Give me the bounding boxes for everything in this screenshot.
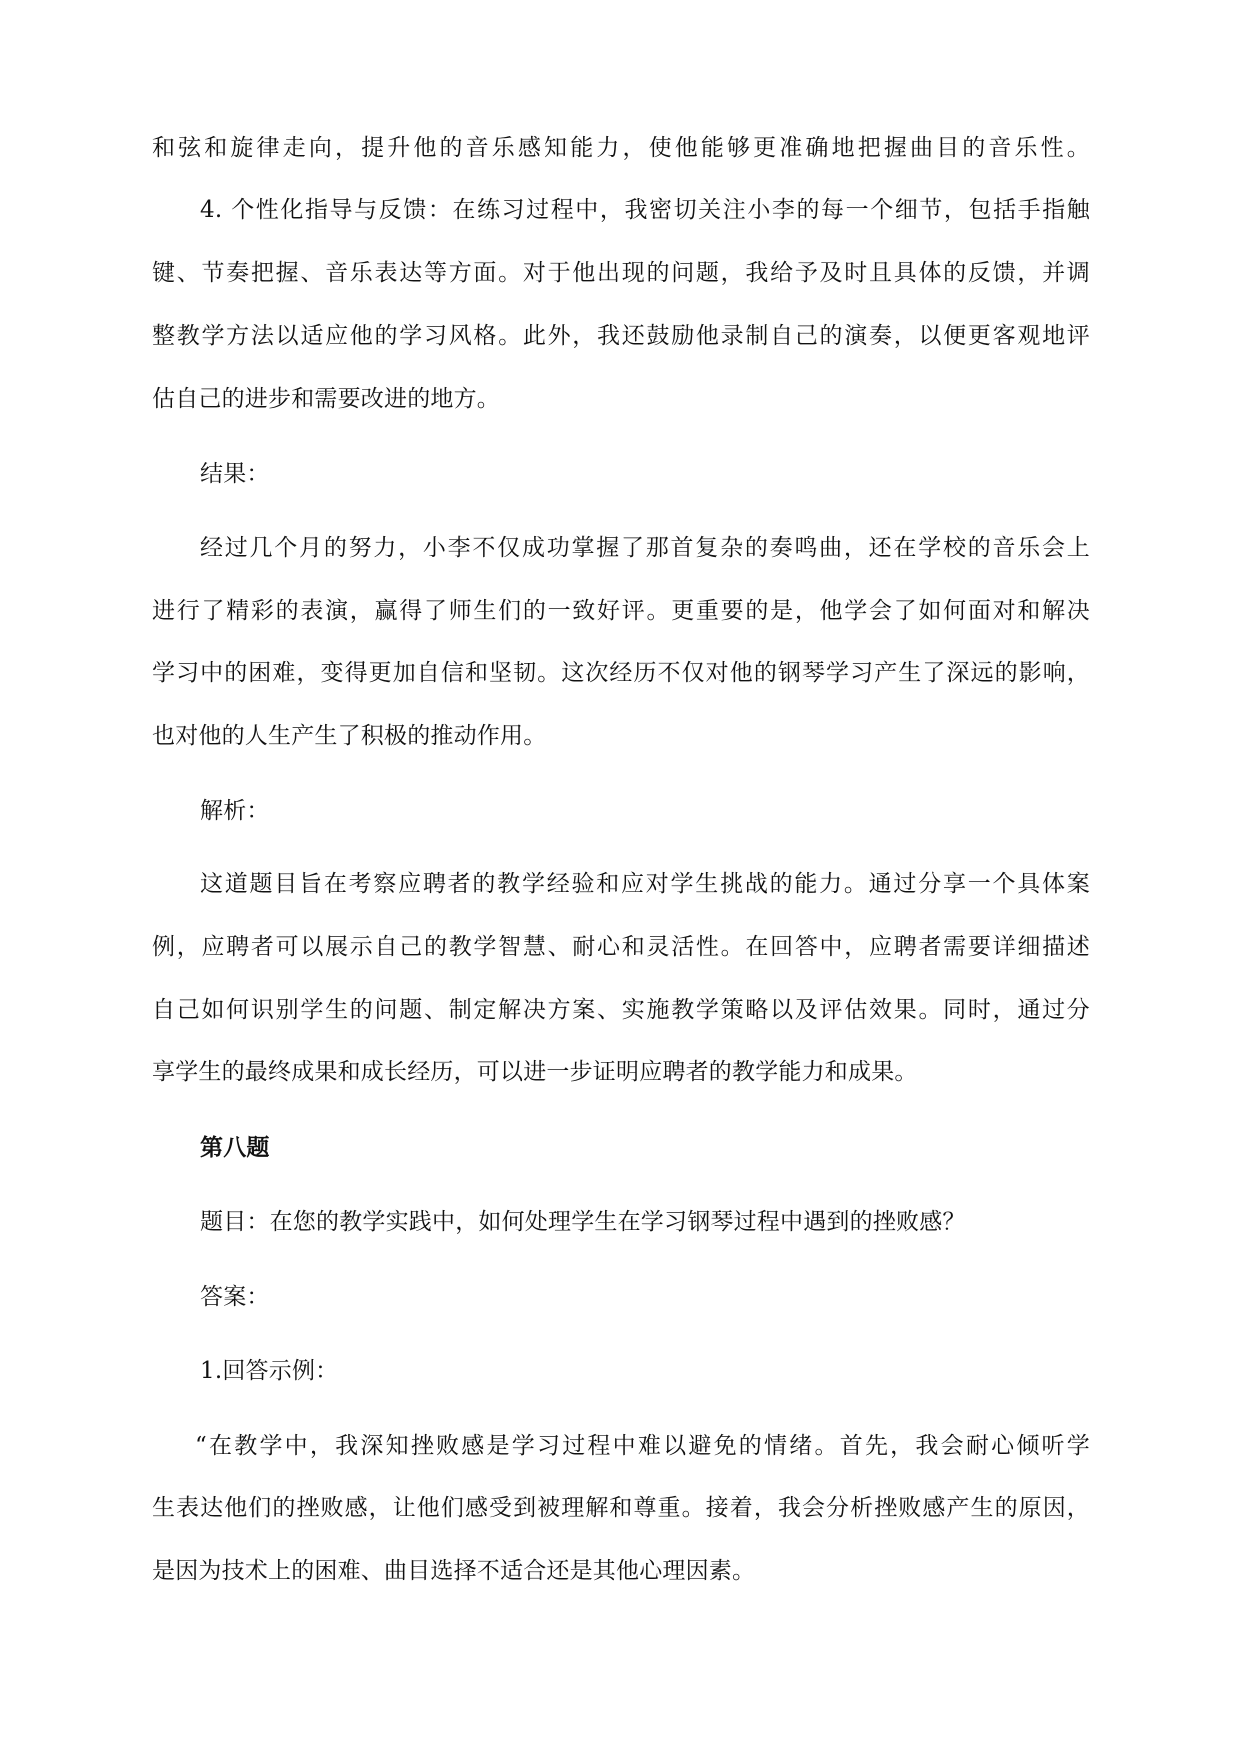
section-label-result: 结果： (200, 461, 270, 487)
paragraph-line: 是因为技术上的困难、曲目选择不适合还是其他心理因素。 (152, 1558, 756, 1584)
section-label-analysis: 解析： (200, 798, 270, 824)
paragraph-line: 这道题目旨在考察应聘者的教学经验和应对学生挑战的能力。通过分享一个具体案 (200, 871, 1090, 897)
paragraph-line: “在教学中，我深知挫败感是学习过程中难以避免的情绪。首先，我会耐心倾听学 (195, 1433, 1090, 1459)
paragraph-line: 和弦和旋律走向，提升他的音乐感知能力，使他能够更准确地把握曲目的音乐性。 (152, 135, 1090, 161)
paragraph-line: 进行了精彩的表演，赢得了师生们的一致好评。更重要的是，他学会了如何面对和解决 (152, 598, 1090, 624)
section-label-answer: 答案： (200, 1284, 270, 1310)
paragraph-line: 学习中的困难，变得更加自信和坚韧。这次经历不仅对他的钢琴学习产生了深远的影响， (152, 660, 1090, 686)
paragraph-line: 估自己的进步和需要改进的地方。 (152, 386, 500, 412)
paragraph-line: 经过几个月的努力，小李不仅成功掌握了那首复杂的奏鸣曲，还在学校的音乐会上 (200, 535, 1090, 561)
paragraph-line: 4. 个性化指导与反馈：在练习过程中，我密切关注小李的每一个细节，包括手指触 (200, 197, 1090, 223)
question-text: 题目：在您的教学实践中，如何处理学生在学习钢琴过程中遇到的挫败感？ (200, 1209, 966, 1235)
paragraph-line: 自己如何识别学生的问题、制定解决方案、实施教学策略以及评估效果。同时，通过分 (152, 997, 1090, 1023)
answer-example-label: 1.回答示例： (200, 1358, 339, 1384)
paragraph-line: 享学生的最终成果和成长经历，可以进一步证明应聘者的教学能力和成果。 (152, 1059, 918, 1085)
paragraph-line: 例，应聘者可以展示自己的教学智慧、耐心和灵活性。在回答中，应聘者需要详细描述 (152, 934, 1090, 960)
question-heading: 第八题 (200, 1135, 270, 1161)
paragraph-line: 也对他的人生产生了积极的推动作用。 (152, 723, 547, 749)
paragraph-line: 生表达他们的挫败感，让他们感受到被理解和尊重。接着，我会分析挫败感产生的原因， (152, 1495, 1090, 1521)
paragraph-line: 键、节奏把握、音乐表达等方面。对于他出现的问题，我给予及时且具体的反馈，并调 (152, 260, 1090, 286)
paragraph-line: 整教学方法以适应他的学习风格。此外，我还鼓励他录制自己的演奏，以便更客观地评 (152, 323, 1090, 349)
